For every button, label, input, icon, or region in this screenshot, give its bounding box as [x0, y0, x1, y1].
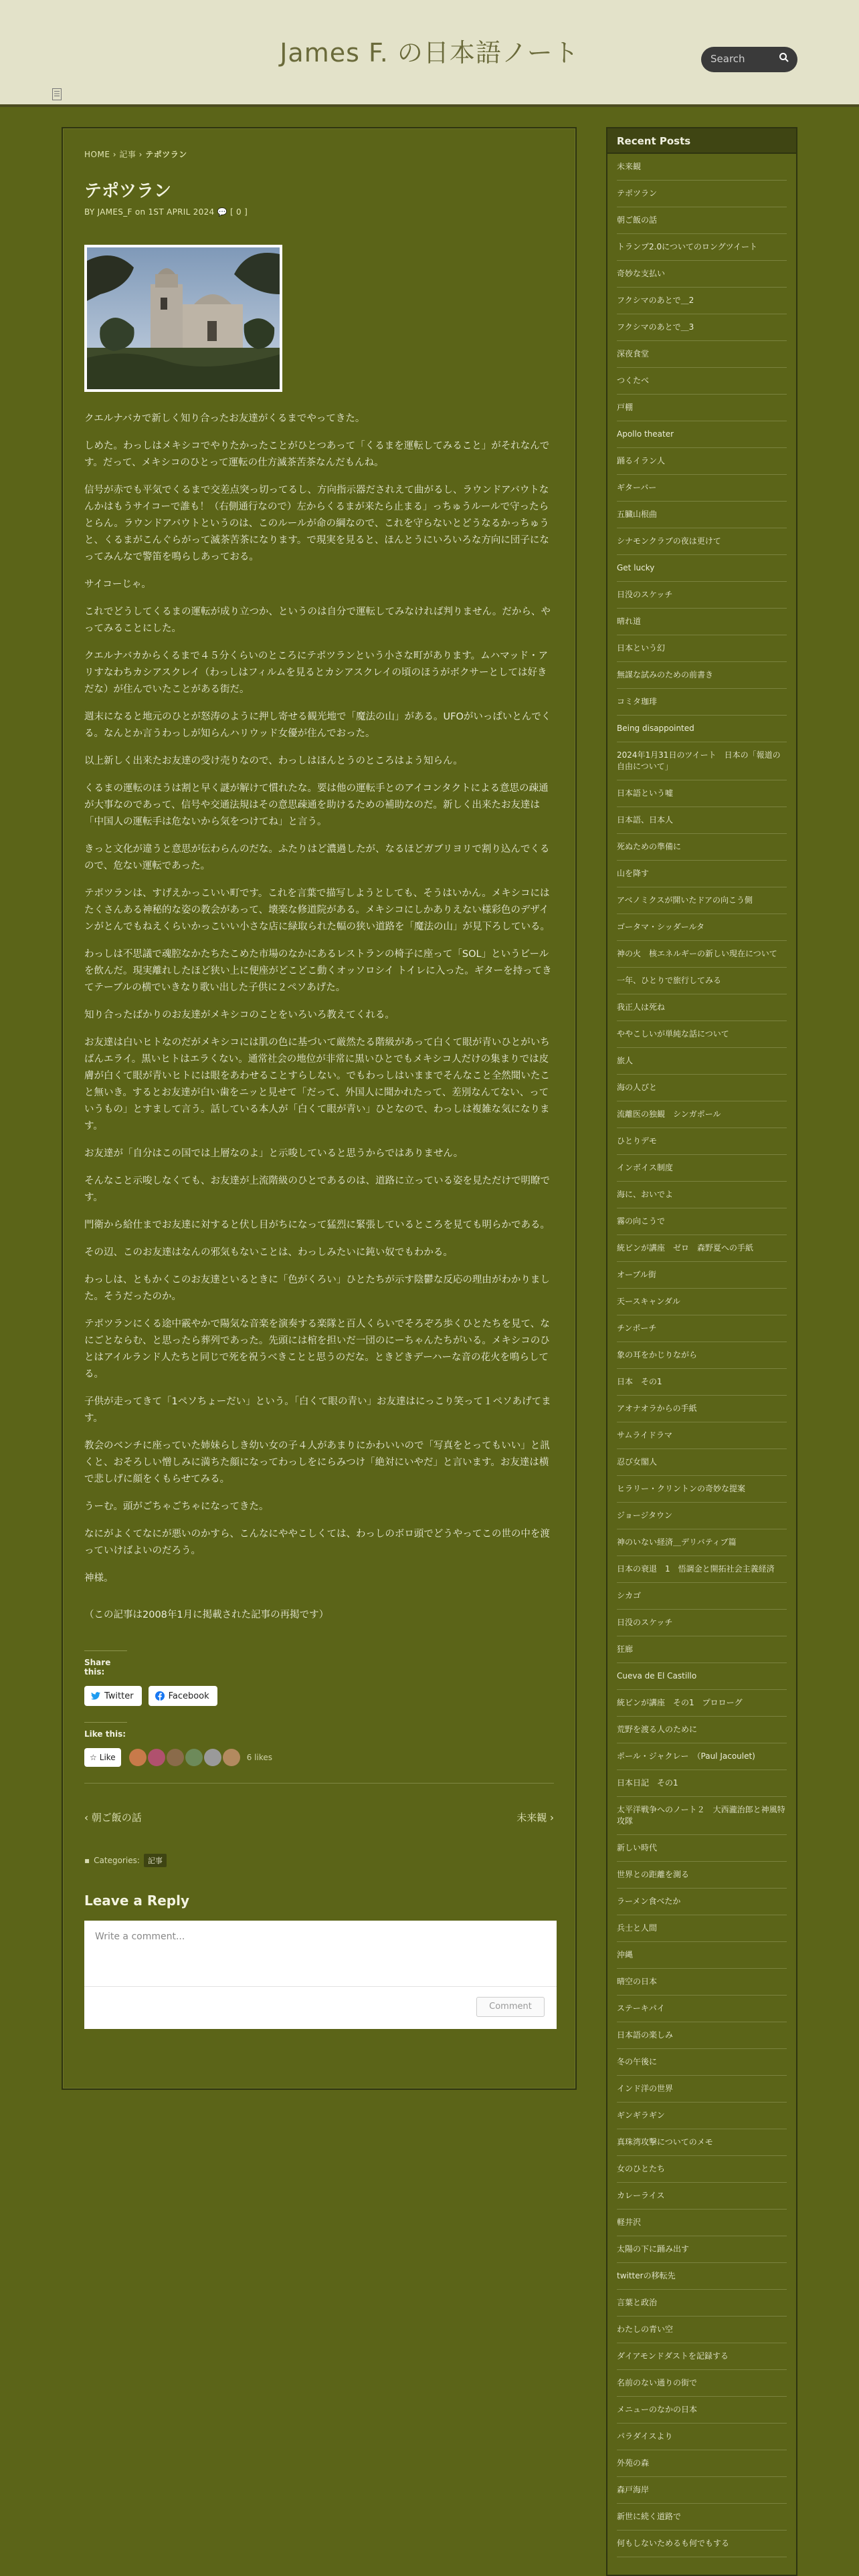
byline-prefix: BY — [84, 207, 98, 217]
recent-post-link[interactable]: ひとりデモ — [617, 1128, 787, 1155]
avatar[interactable] — [167, 1749, 184, 1766]
liker-avatars — [129, 1749, 240, 1766]
post-date: 1ST APRIL 2024 — [148, 207, 215, 217]
post-paragraph: 以上新しく出来たお友達の受け売りなので、わっしはほんとうのところはよう知らん。 — [84, 756, 463, 766]
recent-post-link[interactable]: 世界との距離を測る — [617, 1862, 787, 1889]
recent-post-link[interactable]: 荒野を渡る人のために — [617, 1717, 787, 1743]
recent-post-link[interactable]: 日本 その1 — [617, 1369, 787, 1396]
recent-post-link[interactable]: 晴れ道 — [617, 609, 787, 635]
recent-post-link[interactable]: 神のいない経済＿デリバティブ篇 — [617, 1529, 787, 1556]
site-title[interactable]: James F. の日本語ノート — [280, 38, 579, 68]
post-paragraph: クエルナバカからくるまで４５分くらいのところにテポツランという小さな町があります。ムハマッド・アリすなわちカシアスクレイ（わっしはフィルムを見るとカシアスクレイの頃のほうがボクサーとしては好きだな）が住んでいたことがある街だ。 — [84, 651, 549, 695]
avatar[interactable] — [185, 1749, 203, 1766]
folder-icon: ▪ — [84, 1856, 90, 1865]
post-paragraph: これでどうしてくるまの運転が成り立つか、というのは自分で運転してみなければ判りません。だから、やってみることにした。 — [84, 607, 551, 634]
recent-post-link[interactable]: 新しい時代 — [617, 1835, 787, 1862]
recent-post-link[interactable]: 天ースキャンダル — [617, 1289, 787, 1315]
star-icon: ☆ — [90, 1753, 97, 1762]
recent-post-link[interactable]: チンポーチ — [617, 1315, 787, 1342]
post-paragraph: 門衛から給仕までお友達に対すると伏し目がちになって猛烈に緊張しているところを見ても明らかである。 — [84, 1220, 550, 1230]
post-paragraph: そんなこと示唆しなくても、お友達が上流階級のひとであるのは、道路に立っている姿を見ただけで明瞭です。 — [84, 1176, 550, 1203]
recent-post-link[interactable]: パラダイスより — [617, 2424, 787, 2450]
recent-post-link[interactable]: 霧の向こうで — [617, 1208, 787, 1235]
recent-post-link[interactable]: 奇妙な支払い — [617, 261, 787, 288]
post-title: テポツラン — [84, 181, 172, 201]
breadcrumb — [84, 148, 554, 160]
recent-post-link[interactable]: 踊るイラン人 — [617, 448, 787, 475]
sidebar — [606, 127, 797, 2576]
comment-input[interactable]: Write a comment... — [95, 1931, 185, 1942]
recent-post-link[interactable]: メニューのなかの日本 — [617, 2397, 787, 2424]
post-paragraph: 教会のベンチに座っていた姉妹らしき幼い女の子４人があまりにかわいいので「写真をとってもいい」と訊くと、おそろしい憎しみに満ちた顔になってわっしをにらみつけ「絶対にいやだ」と言います。お友達は横で悲しげに顔をくもらせてみる。 — [84, 1440, 550, 1485]
recent-post-link[interactable]: アオナオラからの手紙 — [617, 1396, 787, 1422]
recent-post-link[interactable]: わたしの青い空 — [617, 2317, 787, 2343]
recent-post-link[interactable]: 海の人びと — [617, 1075, 787, 1101]
post-byline — [84, 207, 554, 217]
byline-on: on — [132, 207, 149, 217]
avatar[interactable] — [129, 1749, 147, 1766]
recent-post-link[interactable]: 2024年1月31日のツイート 日本の「報道の自由について」 — [617, 742, 787, 780]
recent-post-link[interactable]: 太平洋戦争へのノート２ 大西瀧治郎と神風特攻隊 — [617, 1797, 787, 1835]
recent-post-link[interactable]: 朝ご飯の話 — [617, 207, 787, 234]
recent-post-link[interactable]: 日本語という嘘 — [617, 780, 787, 807]
recent-post-link[interactable]: 真珠湾攻撃についてのメモ — [617, 2129, 787, 2156]
sidebar-title: Recent Posts — [607, 128, 796, 154]
post-paragraph: テポツランにくる途中霰やかで陽気な音楽を演奏する楽隊と百人くらいでそろぞろ歩くひとたちを見て、なにごとならむ、と思ったら葬列であった。先頭には棺を担いだ一団のにーちゃんたちがいる。メキシコのひとはアイルランド人たちと同じで死を祝うべきことと思うのだな。ときどきデーハーな音の花火を鳴らしてる。 — [84, 1319, 550, 1380]
post-paragraph: 子供が走ってきて「1ペソちょーだい」という。「白くて眼の青い」お友達はにっこり笑って１ペソあげてます。 — [84, 1396, 551, 1424]
likes-count: 6 likes — [246, 1753, 272, 1762]
avatar[interactable] — [223, 1749, 240, 1766]
like-label: Like — [99, 1753, 116, 1762]
post-paragraph: テポツランは、すげえかっこいい町です。これを言葉で描写しようとしても、そうはいかん。メキシコにはたくさんある神秘的な姿の教会があって、壊楽な修道院がある。メキシコにしかありえない様彩色のデザインがとんでもねえくらいかっこいい小さな店に緑取られた幅の狭い道路を「魔法の山」が見下ろしている。 — [84, 888, 550, 932]
avatar[interactable] — [204, 1749, 221, 1766]
recent-post-link[interactable]: 日没のスケッチ — [617, 1610, 787, 1636]
recent-post-link[interactable]: 女のひとたち — [617, 2156, 787, 2183]
main-content — [62, 127, 577, 2090]
recent-post-link[interactable]: ポール・ジャクレー （Paul Jacoulet) — [617, 1743, 787, 1770]
recent-post-link[interactable]: インボイス制度 — [617, 1155, 787, 1182]
post-paragraph: クエルナバカで新しく知り合ったお友達がくるまでやってきた。 — [84, 413, 365, 424]
recent-post-link[interactable]: オーブル街 — [617, 1262, 787, 1289]
search-placeholder: Search — [710, 53, 745, 65]
recent-post-link[interactable]: 忍び女閣人 — [617, 1449, 787, 1476]
author-link[interactable]: JAMES_F — [97, 207, 132, 217]
avatar[interactable] — [148, 1749, 165, 1766]
divider — [84, 1783, 554, 1784]
recent-post-link[interactable]: ダイアモンドダストを記録する — [617, 2343, 787, 2370]
post-paragraph: （この記事は2008年1月に掲載された記事の再掲です） — [84, 1610, 329, 1620]
post-paragraph: わっしは不思議で魂腔なかたちたこめた市場のなかにあるレストランの椅子に座って「SOL」というビールを飲んだ。現実離れしたほど狭い上に便座がどこどこ動くオッソロシイ トイレに入った。ギターを持ってきてテーブルの横でいきなり歌い出した子供に２ペソあげた。 — [84, 949, 552, 993]
post-paragraph: なにがよくてなにが悪いのかすら、こんなにややこしくては、わっしのボロ頭でどうやってこの世の中を渡っていけばよいのだろう。 — [84, 1529, 550, 1556]
comment-icon[interactable]: 💬 — [217, 207, 227, 217]
recent-post-link[interactable]: 兵士と人間 — [617, 1915, 787, 1942]
reply-title: Leave a Reply — [84, 1893, 190, 1909]
divider — [84, 1986, 557, 1987]
recent-post-link[interactable]: ギターバー — [617, 475, 787, 502]
recent-post-link[interactable]: ジョージタウン — [617, 1503, 787, 1529]
recent-post-link[interactable]: 日没のスケッチ — [617, 582, 787, 609]
facebook-share-button[interactable] — [149, 1686, 217, 1706]
recent-post-link[interactable]: 言葉と政治 — [617, 2290, 787, 2317]
post-paragraph: サイコーじゃ。 — [84, 579, 151, 590]
twitter-share-button[interactable] — [84, 1686, 142, 1706]
recent-post-link[interactable]: アベノミクスが開いたドアの向こう側 — [617, 887, 787, 914]
next-post-link[interactable]: 未来観 › — [516, 1812, 554, 1824]
post-paragraph: お友達が「自分はこの国では上層なのよ」と示唆していると思うからではありません。 — [84, 1148, 464, 1159]
recent-post-link[interactable]: 統ビンが講座 その1 プロローグ — [617, 1690, 787, 1717]
recent-post-link[interactable]: カレーライス — [617, 2183, 787, 2210]
menu-toggle-icon[interactable]: ☰ — [52, 88, 62, 100]
recent-post-link[interactable]: 象の耳をかじりながら — [617, 1342, 787, 1369]
post-photo[interactable] — [84, 245, 282, 392]
post-paragraph: しめた。わっしはメキシコでやりたかったことがひとつあって「くるまを運転してみること」がそれなんです。だって、メキシコのひとって運転の仕方滅茶苦茶なんだもんね。 — [84, 441, 550, 468]
recent-post-link[interactable]: 冬の午後に — [617, 2049, 787, 2076]
recent-post-link[interactable]: 狂廊 — [617, 1636, 787, 1663]
recent-post-link[interactable]: 日本語、日本人 — [617, 807, 787, 834]
breadcrumb-separator: › — [110, 150, 120, 159]
recent-post-link[interactable]: 沖縄 — [617, 1942, 787, 1969]
church-photo-image — [87, 247, 280, 389]
recent-post-link[interactable]: 一年、ひとりで旅行してみる — [617, 968, 787, 994]
recent-post-link[interactable]: twitterの移転先 — [617, 2263, 787, 2290]
post-navigation — [84, 1810, 554, 1824]
twitter-label: Twitter — [104, 1691, 134, 1701]
recent-post-link[interactable]: 新世に続く道路で — [617, 2504, 787, 2531]
recent-post-link[interactable]: 流離医の独観 シンガポール — [617, 1101, 787, 1128]
search-icon[interactable] — [779, 52, 789, 63]
recent-post-link[interactable]: 旅人 — [617, 1048, 787, 1075]
recent-post-link[interactable]: テポツラン — [617, 181, 787, 207]
recent-post-link[interactable]: 戸棚 — [617, 395, 787, 421]
recent-post-link[interactable]: 五臓山根曲 — [617, 502, 787, 528]
share-buttons — [84, 1686, 554, 1706]
recent-post-link[interactable]: 山を降す — [617, 861, 787, 887]
recent-post-link[interactable]: 海に、おいでよ — [617, 1182, 787, 1208]
post-paragraph: お友達は白いヒトなのだがメキシコには肌の色に基づいて厳然たる階級があって白くて眼が青いひとがいちばんエライ。黒いヒトはエラくない。通常社会の地位が非常に黒いひとでもメキシコ人だけの集まりでは皮膚が白くて眼が青いヒトには眼をあわせることすらしない。でもわっしはいままでそんなこと全然聞いたこと無いき。するとお友達が白い歯をニッと見せて「だって、外国人に聞かれたって、差別なんてない、っていうもの」とすまして言う。話している本人が「白くて眼が青い」ひとなので、わっしは複雑な気になります。 — [84, 1037, 550, 1132]
recent-post-link[interactable]: ヒラリー・クリントンの奇妙な提案 — [617, 1476, 787, 1503]
post-body — [84, 411, 554, 1624]
recent-post-link[interactable]: 軽井沢 — [617, 2210, 787, 2236]
comment-form — [84, 1921, 557, 2029]
post-paragraph: くるまの運転のほうは割と早く謎が解けて慣れたな。要は他の運転手とのアイコンタクトによる意思の疎通が大事なのであって、信号や交通法規はその意思疎通を助けるための補助なのだ。新しく出来たお友達は「中国人の運転手は危ないから気をつけてね」と言う。 — [84, 783, 549, 827]
like-row — [84, 1748, 554, 1767]
recent-post-link[interactable]: フクシマのあとで＿2 — [617, 288, 787, 314]
like-title: Like this: — [84, 1722, 127, 1739]
recent-post-link[interactable]: サムライドラマ — [617, 1422, 787, 1449]
post-paragraph: その辺、このお友達はなんの邪気もないことは、わっしみたいに鈍い奴でもわかる。 — [84, 1247, 453, 1258]
recent-post-link[interactable]: 統ビンが講座 ゼロ 森野夏への手紙 — [617, 1235, 787, 1262]
recent-post-link[interactable]: Apollo theater — [617, 421, 787, 448]
facebook-label: Facebook — [168, 1691, 209, 1701]
breadcrumb-home[interactable]: HOME — [84, 150, 110, 159]
recent-post-link[interactable]: ギンギラギン — [617, 2103, 787, 2129]
prev-post-link[interactable]: ‹ 朝ご飯の話 — [84, 1812, 142, 1824]
recent-post-link[interactable]: 外苑の森 — [617, 2450, 787, 2477]
recent-post-link[interactable]: 無謀な試みのための前書き — [617, 662, 787, 689]
post-paragraph: うーむ。頭がごちゃごちゃになってきた。 — [84, 1501, 269, 1512]
recent-post-link[interactable]: 晴空の日本 — [617, 1969, 787, 1996]
post-paragraph: 知り合ったばかりのお友達がメキシコのことをいろいろ教えてくれる。 — [84, 1010, 395, 1021]
post-paragraph: わっしは、ともかくこのお友達といるときに「色がくろい」ひとたちが示す陰鬱な反応の理由がわかりました。そうだったのか。 — [84, 1275, 550, 1302]
category-tag[interactable]: 記事 — [144, 1854, 167, 1867]
recent-post-link[interactable]: つくたべ — [617, 368, 787, 395]
recent-post-link[interactable]: シカゴ — [617, 1583, 787, 1610]
recent-post-link[interactable]: 深夜食堂 — [617, 341, 787, 368]
breadcrumb-separator: › — [136, 150, 146, 159]
recent-post-link[interactable]: Being disappointed — [617, 716, 787, 742]
recent-post-link[interactable]: 日本という幻 — [617, 635, 787, 662]
comment-count[interactable]: [ 0 ] — [227, 207, 248, 217]
search-input[interactable] — [701, 47, 797, 72]
share-title: Share this: — [84, 1650, 127, 1677]
recent-post-link[interactable]: インド洋の世界 — [617, 2076, 787, 2103]
like-button[interactable] — [84, 1748, 121, 1767]
recent-post-link[interactable]: コミタ珈琲 — [617, 689, 787, 716]
breadcrumb-section[interactable]: 記事 — [119, 150, 136, 159]
post-paragraph: 神様。 — [84, 1573, 114, 1584]
recent-post-link[interactable]: 何もしないためるも何でもする — [617, 2531, 787, 2557]
recent-post-link[interactable]: 我正人は死ね — [617, 994, 787, 1021]
recent-post-link[interactable]: Cueva de El Castillo — [617, 1663, 787, 1690]
recent-post-link[interactable]: 日本語の楽しみ — [617, 2022, 787, 2049]
comment-submit-button[interactable]: Comment — [476, 1997, 545, 2017]
site-header — [0, 0, 859, 107]
recent-post-link[interactable]: 死ぬための準備に — [617, 834, 787, 861]
recent-post-link[interactable]: 名前のない通りの街で — [617, 2370, 787, 2397]
recent-post-link[interactable]: 日本日記 その1 — [617, 1770, 787, 1797]
post-paragraph: 信号が赤でも平気でくるまで交差点突っ切ってるし、方向指示器だされえて曲がるし、ラウンドアバウトなんかはもうサイコーで誰も！（右側通行なので）左からくるまが来たら止まる」っちゅうルールで守ったらとらん。ラウンドアバウトというのは、このルールが命の綱なので、これを守らないとどうなるかっちゅうと、くるまがこんぐらがって滅茶苦茶になります。で現実を見ると、ほんとうにいろいろな方向に団子になってみんなで警笛を鳴らしあっておる。 — [84, 485, 549, 562]
post-paragraph: きっと文化が違うと意思が伝わらんのだな。ふたりはど濃過したが、なるほどガブリヨリで割り込んでくるので、危ない運転であった。 — [84, 844, 550, 871]
recent-post-link[interactable]: 未来観 — [617, 154, 787, 181]
recent-posts-list — [607, 154, 796, 2557]
recent-post-link[interactable]: ゴータマ・シッダールタ — [617, 914, 787, 941]
recent-post-link[interactable]: 太陽の下に踊み出す — [617, 2236, 787, 2263]
post-paragraph: 週末になると地元のひとが怒涛のように押し寄せる観光地で「魔法の山」がある。UFOがいっぱいとんでくる。なんとか言うわっしが知らんハリウッド女優が住んでおった。 — [84, 712, 551, 739]
categories-label: Categories: — [94, 1856, 140, 1865]
recent-post-link[interactable]: ラーメン食べたか — [617, 1889, 787, 1915]
recent-post-link[interactable]: 日本の衰退 1 悟調金と開拓社会主義経済 — [617, 1556, 787, 1583]
recent-post-link[interactable]: ステーキパイ — [617, 1996, 787, 2022]
recent-post-link[interactable]: 神の火 核エネルギーの新しい現在について — [617, 941, 787, 968]
recent-post-link[interactable]: ややこしいが単純な話について — [617, 1021, 787, 1048]
twitter-icon — [91, 1692, 100, 1700]
breadcrumb-current: テポツラン — [145, 150, 187, 159]
facebook-icon — [155, 1691, 165, 1701]
recent-post-link[interactable]: 森戸海岸 — [617, 2477, 787, 2504]
recent-post-link[interactable]: トランプ2.0についてのロングツイート — [617, 234, 787, 261]
recent-post-link[interactable]: シナモンクラブの夜は更けて — [617, 528, 787, 555]
post-categories — [84, 1854, 554, 1867]
recent-post-link[interactable]: フクシマのあとで＿3 — [617, 314, 787, 341]
recent-post-link[interactable]: Get lucky — [617, 555, 787, 582]
